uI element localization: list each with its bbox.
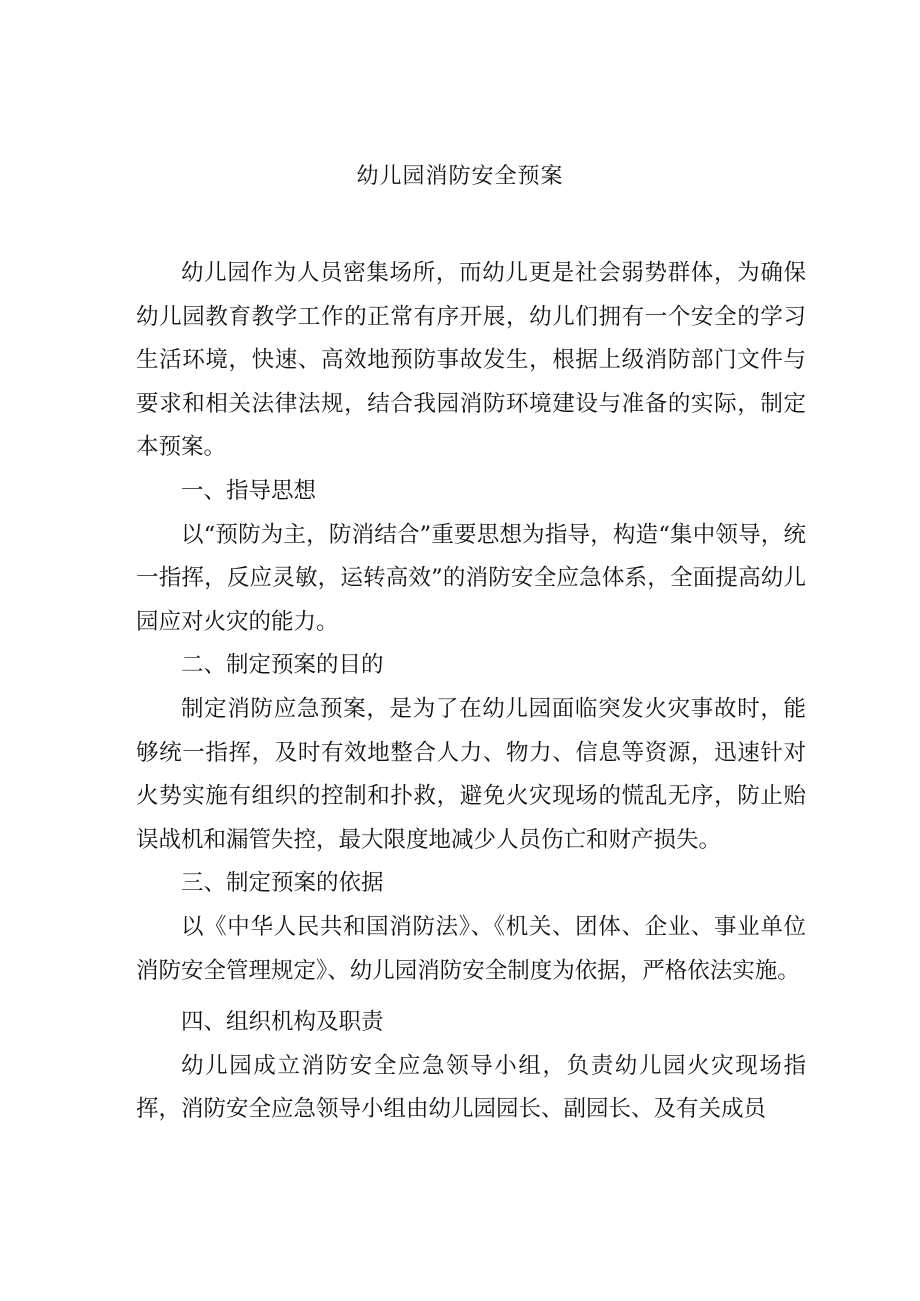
- section-heading-4: 四、组织机构及职责: [181, 1009, 384, 1036]
- section-text-1: 以“预防为主，防消结合”重要思想为指导，构造“集中领导，统一指挥，反应灵敏，运转高效”的消防安全应急体系，全面提高幼儿园应对火灾的能力。: [136, 521, 806, 635]
- section-text-3: 以《中华人民共和国消防法》、《机关、团体、企业、事业单位消防安全管理规定》、幼儿园消防安全制度为依据，严格依法实施。: [136, 913, 806, 984]
- section-text-2: 制定消防应急预案，是为了在幼儿园面临突发火灾事故时，能够统一指挥，及时有效地整合人力、物力、信息等资源，迅速针对火势实施有组织的控制和扑救，避免火灾现场的慌乱无序，防止贻误战机和漏管失控，最大限度地减少人员伤亡和财产损失。: [136, 695, 806, 853]
- document-body: [136, 252, 806, 1132]
- intro-paragraph: 幼儿园作为人员密集场所，而幼儿更是社会弱势群体，为确保幼儿园教育教学工作的正常有序开展，幼儿们拥有一个安全的学习生活环境，快速、高效地预防事故发生，根据上级消防部门文件与要求和相关法律法规，结合我园消防环境建设与准备的实际，制定本预案。: [136, 260, 806, 461]
- section-heading-3: 三、制定预案的依据: [181, 870, 384, 897]
- section-spacer: [136, 993, 806, 1001]
- section-text-4: 幼儿园成立消防安全应急领导小组，负责幼儿园火灾现场指挥，消防安全应急领导小组由幼儿园园长、副园长、及有关成员: [136, 1052, 806, 1123]
- document-title: 幼儿园消防安全预案: [356, 164, 564, 189]
- section-heading-1: 一、指导思想: [181, 477, 317, 504]
- section-heading-2: 二、制定预案的目的: [181, 652, 384, 679]
